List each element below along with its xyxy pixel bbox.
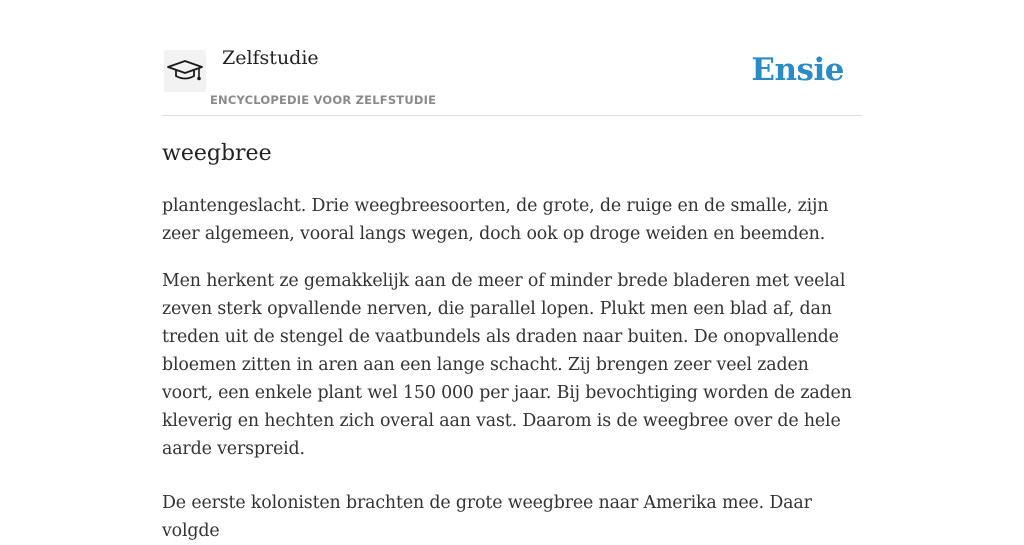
- article-paragraph: plantengeslacht. Drie weegbreesoorten, de grote, de ruige en de smalle, zijn zeer algemeen, vooral langs wegen, doch ook op droge weiden en beemden.: [162, 196, 829, 244]
- site-tagline: ENCYCLOPEDIE VOOR ZELFSTUDIE: [210, 93, 437, 107]
- site-name[interactable]: Zelfstudie: [222, 47, 319, 69]
- article-paragraph: De eerste kolonisten brachten de grote weegbree naar Amerika mee. Daar volgde: [162, 493, 812, 541]
- article-title: weegbree: [162, 141, 272, 166]
- site-logo[interactable]: [164, 50, 206, 92]
- article-paragraph: Men herkent ze gemakkelijk aan de meer of minder brede bladeren met veelal zeven sterk opvallende nerven, die parallel lopen. Plukt men een blad af, dan treden uit de stengel de vaatbundels als draden naar buiten. De onopvallende bloemen zitten in aren aan een lange schacht. Zij brengen zeer veel zaden voort, een enkele plant wel 150 000 per jaar. Bij bevochtiging worden de zaden kleverig en hechten zich overal aan vast. Daarom is de weegbree over de hele aarde verspreid.: [162, 271, 852, 459]
- brand-logo-link[interactable]: Ensie: [751, 52, 844, 88]
- article: [162, 138, 862, 545]
- site-header: [162, 0, 862, 116]
